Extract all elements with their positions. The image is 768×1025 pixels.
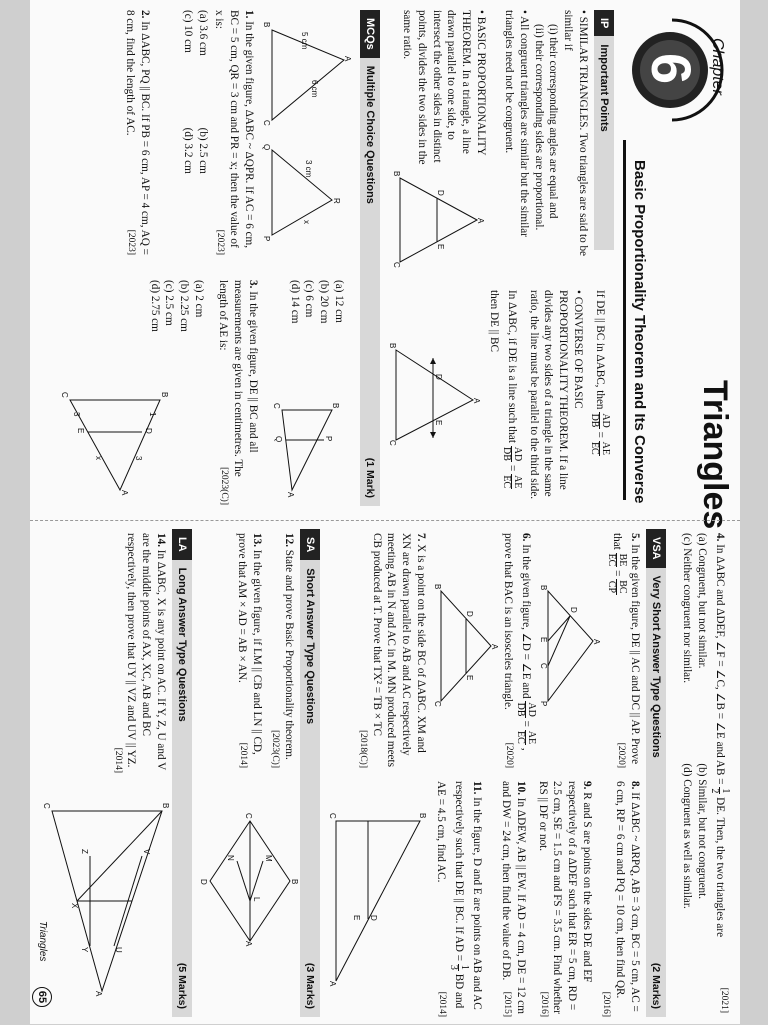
q4-text-b: DE. Then, the two triangles are [713,797,726,938]
q2-option-d[interactable]: (d) 14 cm [288,280,301,324]
question-3 [216,280,260,505]
q2-year: [2023] [126,229,137,255]
frac-den: EC [515,731,526,744]
q14-label-c: C [42,803,51,809]
q13-label-m: M [264,855,273,862]
q13-text: In the given figure, if LM || CB and LN || CD, prove that AM × AD = AB × AN. [236,533,263,755]
q14-label-x: X [70,903,79,909]
q1-label-r: R [332,198,341,204]
q13-number: 13. [251,533,263,547]
q14-text: In ΔABC, X is any point on AC. If Y, Z, U and V are the middle points of AX, XC, AB and BC respectively, then prove that UY || VZ and UV || YZ. [125,533,167,771]
question-2 [122,10,152,255]
q1-label-c: C [262,120,271,126]
q1-label-x: x [302,220,311,224]
q4-frac-half [709,787,730,794]
frac-den: EC [589,441,600,455]
q10-year: [2015] [502,991,513,1017]
conv-label-a: A [472,398,481,404]
q6-frac-left [515,701,536,717]
q2-option-b[interactable]: (b) 20 cm [318,280,331,324]
frac-num: AE [600,441,611,456]
q6-number: 6. [519,533,532,542]
left-page [30,0,740,530]
conv-label-c: C [388,440,397,446]
q3-label-d: D [144,428,153,434]
q6-label-d: D [465,611,474,617]
q11-figure [328,811,428,991]
q14-label-v: V [142,849,151,855]
q1-label-p: P [262,236,271,242]
q3-label-e: E [76,428,85,434]
q3-text: In the given figure, DE || BC and all measurements are given in centimetres. The length of AE is: [217,280,259,477]
q5-label-e: E [539,637,548,643]
bpt-stmt-text: If DE || BC in ΔABC, then [593,290,606,410]
page-number: 65 [32,987,52,1007]
chapter-label: Chapter [709,38,726,95]
q2-option-c[interactable]: (c) 6 cm [303,280,316,318]
sa-title: Short Answer Type Questions [304,568,316,725]
q5-label-a: A [592,639,601,645]
q6-frac-right [515,730,536,745]
q2-text: In ΔABC, PQ || BC. If PB = 6 cm, AP = 4 cm, AQ = 8 cm, find the length of AC. [124,10,151,255]
eq-sign: = [505,464,518,472]
converse-statement [486,290,522,505]
sa-tag: SA [300,529,320,560]
q3-option-d[interactable]: (d) 2.75 cm [148,280,161,332]
sa-section-bar [300,529,320,1017]
q14-year: [2014] [112,747,123,773]
ip-point-1b: (ii) their corresponding sides are proportional. [532,24,545,231]
conv-label-b: B [388,343,397,349]
ip-title: Important Points [598,44,610,132]
vsa-tag: VSA [646,529,666,568]
q5-text: In the given figure, DE || AC and DC || AP. Prove that [611,533,641,765]
q3-options [147,280,206,390]
q12-number: 12. [283,533,295,547]
eq-sign: = [519,720,532,727]
q5-year: [2020] [616,742,627,768]
q1-option-b[interactable]: (b) 2.5 cm [196,127,209,174]
q3-option-c[interactable]: (c) 2.5 cm [163,280,176,326]
q1-year: [2023] [215,229,226,255]
conv-frac-left [501,446,522,462]
q3-number: 3. [247,280,259,289]
q13-figure [200,811,300,951]
question-6 [500,533,536,768]
la-tag: LA [172,529,192,560]
q13-label-l: L [252,897,261,902]
q6-text: In the given figure, ∠D = ∠E and [519,544,532,699]
bpt-frac-right [589,441,610,456]
q11-text-2: BD and AE = 4.5 cm, find AC. [435,781,466,1009]
ip-point-2: • All congruent triangles are similar but the similar triangles need not be congruent. [503,10,530,237]
q14-label-u: U [114,947,123,953]
question-5 [606,533,642,768]
q9-number: 9. [581,781,593,790]
q5-number: 5. [629,533,641,542]
frac-num: AD [526,702,537,717]
q7-text: X is a point on the side BC of ΔABC. XM and XN are drawn parallel to AB and AC respectively meeting AB in N and AC in M. MN produced meets CB produced at T. Prove that TX² = TB × TC [370,533,427,767]
q5-label-p: P [539,701,548,707]
q10-number: 10. [515,781,527,795]
q13-label-a: A [244,941,253,947]
q2-option-a[interactable]: (a) 12 cm [333,280,345,323]
mcq-title: Multiple Choice Questions [364,65,376,204]
ip-point-3: • BASIC PROPORTIONALITY THEOREM. In a triangle, a line drawn parallel to one side, to intersect the other sides in distinct points, divides the two sides in the same ratio. [401,10,487,165]
q8-number: 8. [629,781,641,790]
q1-label-b: B [262,22,271,28]
q1-text: In the given figure, ΔABC ~ ΔQPR. If AC = 6 cm, BC = 5 cm, QR = 3 cm and PR = x; then the value of x is: [213,10,255,249]
q11-label-e: E [352,915,361,921]
q14-label-b: B [161,803,170,809]
q1-option-d[interactable]: (d) 3.2 cm [181,127,194,174]
question-12 [269,533,296,768]
converse-figure [388,340,481,450]
ip-tag: IP [594,10,614,36]
q2-label-p: P [324,436,333,442]
frac-num: AD [511,446,523,462]
title-rule [623,140,626,500]
frac-den: 3 [448,964,460,970]
right-page [30,520,740,1025]
mcq-section-bar [360,10,380,506]
q7-number: 7. [415,533,427,542]
q5-figure [539,581,601,711]
q1-option-a[interactable]: (a) 3.6 cm [196,10,209,56]
q11-label-d: D [369,915,378,921]
q9-year: [2016] [538,991,549,1017]
q13-label-d: D [199,879,208,885]
ip-left-text [501,10,590,260]
q1-options [180,10,210,255]
q4-year: [2021] [719,987,729,1013]
q3-figure [60,390,180,500]
q6-label-b: B [433,584,442,590]
q3-option-b[interactable]: (b) 2.25 cm [178,280,191,332]
question-1 [180,10,256,255]
q3-label-ad: 3 [134,456,143,461]
bpt-label-a: A [476,218,485,224]
q9-text: R and S are points on the sides DE and EF respectively of a ΔDEF such that ER = 5 cm, RD = 2.5 cm, SE = 1.5 cm and FS = 3.5 cm. Find whether RS || DF or not. [536,781,593,1014]
question-14 [111,533,168,773]
q8-year: [2016] [601,991,612,1017]
eq-sign: = [593,431,606,438]
frac-den: 2 [709,788,720,794]
q11-frac [448,964,469,971]
q3-label-ec: 3 [72,412,81,417]
q1-label-a: A [343,56,352,62]
bpt-figure [392,170,485,270]
q2-label-q: Q [274,436,283,443]
frac-num: AE [511,475,523,489]
q6-text-2: , prove that BAC is an isosceles triangle. [502,533,532,751]
q11-label-b: B [418,813,427,819]
question-11 [433,781,484,1017]
q8-text: If ΔABC ~ ΔRPQ, AB = 3 cm, BC = 5 cm, AC = 6 cm, RP = 6 cm and PQ = 10 cm, then find QR. [614,781,641,1012]
ip-right-text [486,290,610,505]
q3-label-a: A [120,490,129,496]
frac-den: CP [606,580,618,594]
eq-sign: = [611,570,624,577]
q5-frac-left [606,553,627,568]
q1-label-q: Q [262,144,271,151]
question-10 [498,781,528,1017]
q13-year: [2014] [238,742,249,768]
frac-den: EC [500,475,512,489]
scanned-page [30,0,740,1024]
q11-label-a: A [328,981,337,987]
chapter-number: 6 [640,53,703,85]
frac-num: BE [617,553,629,567]
q12-text: State and prove Basic Proportionality theorem. [283,549,295,760]
q6-year: [2020] [504,742,514,768]
question-9 [535,781,594,1017]
q2-label-c: C [272,403,281,409]
q11-year: [2014] [437,991,448,1017]
la-title: Long Answer Type Questions [176,567,188,722]
conv-frac-right [501,474,522,489]
q4-option-d[interactable]: (d) Congruent as well as similar. [681,763,694,909]
question-8 [600,781,642,1017]
q6-label-e: E [465,675,474,681]
bpt-label-d: D [436,190,445,196]
question-13 [234,533,264,768]
vsa-title: Very Short Answer Type Questions [650,575,662,758]
vsa-section-bar [646,529,666,1017]
q14-label-a: A [94,991,103,997]
q11-text: In the figure, D and E are points on AB and AC respectively such that DE || BC. If AD = [453,781,483,1010]
bpt-frac-left [589,412,610,428]
q3-label-c: C [60,392,69,398]
q6-figure [433,581,499,711]
ip-point-1a: (i) their corresponding angles are equal and [547,24,560,219]
frac-den: DB [589,413,600,428]
q3-label-b: B [160,392,169,398]
mcq-tag: MCQs [360,10,380,58]
ip-point-4: • CONVERSE OF BASIC PROPORTIONALITY THEOREM. If a line divides any two sides of a triangle in the same ratio, the line must be parallel to the third side. [527,290,584,500]
q3-option-a[interactable]: (a) 2 cm [193,280,205,318]
bpt-label-b: B [392,171,401,177]
q12-year: [2023(C)] [270,730,281,768]
q2-options [287,280,346,390]
chapter-badge [622,10,732,130]
frac-num: BC [617,580,629,594]
frac-den: EC [606,553,618,567]
q11-label-c: C [328,813,337,819]
q1-label-bc: 5 cm [300,32,309,50]
question-4 [679,533,730,1013]
q1-figure [260,20,352,250]
frac-num: 1 [459,964,471,970]
la-marks: (5 Marks) [176,962,188,1009]
q13-label-c: C [244,813,253,819]
q4-number: 4. [713,533,726,542]
frac-den: DB [515,702,526,717]
vsa-marks: (2 Marks) [650,962,662,1009]
q1-label-qr: 3 cm [304,160,313,178]
q14-label-y: Y [80,947,89,953]
q2-figure [272,400,342,500]
q6-label-a: A [490,644,499,650]
conv-label-d: D [434,374,443,380]
q4-option-c[interactable]: (c) Neither congruent nor similar. [681,533,694,684]
ip-point-1: • SIMILAR TRIANGLES. Two triangles are said to be similar if [562,10,589,257]
q13-label-n: N [226,855,235,861]
q10-text: In ΔDEW, AB || EW. If AD = 4 cm, DE = 12 cm and DW = 24 cm, then find the value of DB. [500,781,527,1014]
bpt-statement [589,290,610,505]
sa-marks: (3 Marks) [304,962,316,1009]
q14-label-z: Z [80,849,89,854]
rotated-book-spread [30,0,740,1024]
q4-option-a[interactable]: (a) Congruent, but not similar. [696,533,708,669]
q2-number: 2. [139,10,151,19]
chapter-subtitle: Basic Proportionality Theorem and Its Converse [631,160,648,504]
la-section-bar [172,529,192,1017]
q5-frac-right [606,579,627,594]
q14-figure [42,801,172,1001]
q11-number: 11. [471,781,483,795]
q3-label-db: 1 [148,412,157,417]
q1-option-c[interactable]: (c) 10 cm [181,10,194,53]
q5-label-c: C [539,663,548,669]
chapter-title: Triangles [696,380,734,530]
conv-stmt-text: In ΔABC, if DE is a line such that [505,290,518,443]
ip-section-bar [594,10,614,250]
bpt-label-c: C [392,262,401,268]
q2-label-a: A [286,492,295,498]
conv-label-e: E [434,420,443,426]
q5-label-b: B [539,585,548,591]
q2-label-b: B [331,403,340,409]
frac-num: AE [526,730,537,745]
bpt-label-e: E [436,244,445,250]
mcq-marks: (1 Mark) [364,457,376,498]
frac-num: AD [600,413,611,428]
q5-label-d: D [569,607,578,613]
q3-label-ae: x [94,456,103,460]
q4-text-a: In ΔABC and ΔDEF, ∠F = ∠C, ∠B = ∠E and AB = [713,544,726,785]
running-head: Triangles [37,921,48,962]
question-7 [356,533,428,768]
q1-label-ac: 6 cm [310,80,319,98]
conv-end-text: then DE || BC [487,290,500,352]
q4-option-b[interactable]: (b) Similar, but not congruent. [696,763,708,900]
q14-number: 14. [155,533,167,547]
q3-year: [2023(C)] [219,467,230,505]
q6-label-c: C [433,701,442,707]
q13-label-b: B [290,879,299,885]
q7-year: [2018(C)] [357,730,368,768]
frac-num: 1 [720,788,731,794]
q4-options [679,533,709,1013]
frac-den: DB [500,446,512,461]
q1-number: 1. [243,10,255,19]
